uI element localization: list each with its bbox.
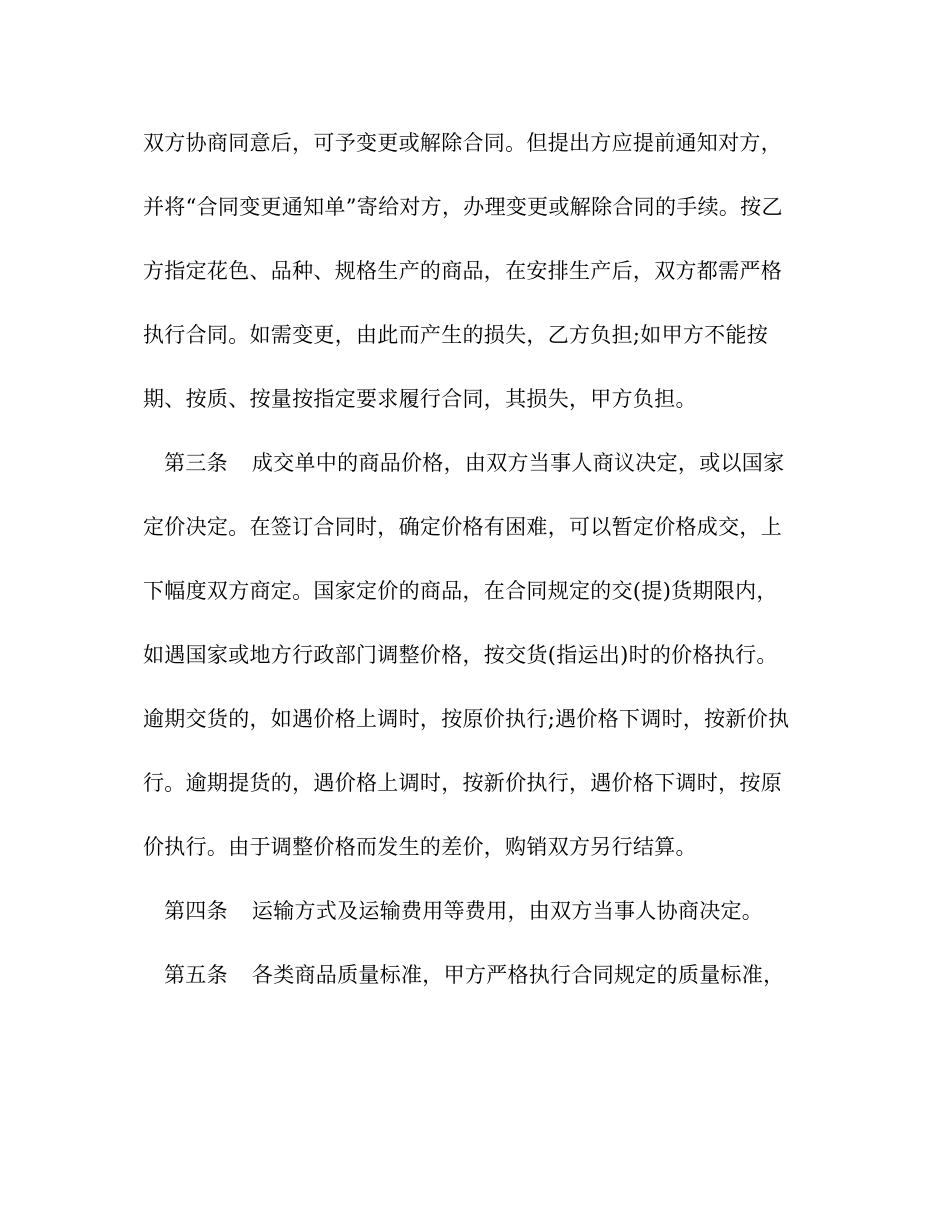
article-4-heading-line (143, 879, 823, 943)
text-line: 方指定花色、品种、规格生产的商品，在安排生产后，双方都需严格 (143, 259, 782, 283)
article-4-text: 运输方式及运输费用等费用，由双方当事人协商决定。 (251, 899, 764, 923)
article-5-label: 第五条 (164, 963, 228, 987)
article-3-text: 成交单中的商品价格，由双方当事人商议决定，或以国家 (251, 451, 785, 475)
text-line: 价执行。由于调整价格而发生的差价，购销双方另行结算。 (143, 835, 697, 859)
text-line: 并将“合同变更通知单”寄给对方，办理变更或解除合同的手续。按乙 (143, 195, 783, 219)
contract-text (143, 111, 823, 1007)
text-line: 定价决定。在签订合同时，确定价格有困难，可以暂定价格成交，上 (143, 515, 782, 539)
text-line: 逾期交货的，如遇价格上调时，按原价执行;遇价格下调时，按新价执 (143, 707, 790, 731)
article-5-heading-line (143, 943, 823, 1007)
text-line: 下幅度双方商定。国家定价的商品，在合同规定的交(提)货期限内， (143, 579, 778, 603)
text-line: 双方协商同意后，可予变更或解除合同。但提出方应提前通知对方， (143, 131, 782, 155)
article-3-heading-line (143, 431, 823, 495)
text-line: 执行合同。如需变更，由此而产生的损失，乙方负担;如甲方不能按 (143, 323, 769, 347)
article-4-label: 第四条 (164, 899, 228, 923)
text-line: 如遇国家或地方行政部门调整价格，按交货(指运出)时的价格执行。 (143, 643, 778, 667)
text-line: 行。逾期提货的，遇价格上调时，按新价执行，遇价格下调时，按原 (143, 771, 782, 795)
article-3-label: 第三条 (164, 451, 228, 475)
text-line: 期、按质、按量按指定要求履行合同，其损失，甲方负担。 (143, 387, 697, 411)
article-5-text: 各类商品质量标准，甲方严格执行合同规定的质量标准， (251, 963, 785, 987)
